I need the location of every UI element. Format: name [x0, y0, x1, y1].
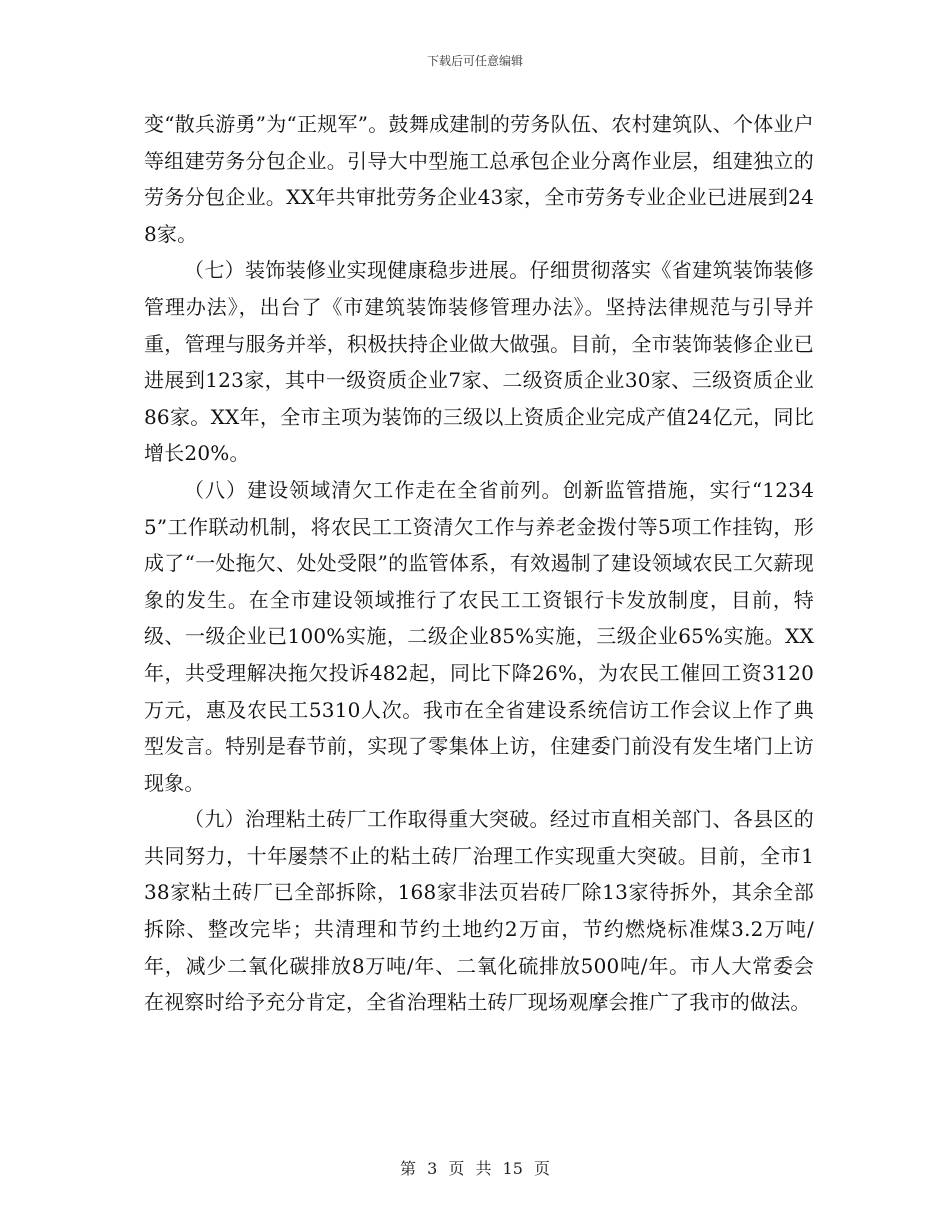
paragraph-labor-subcontract: 变“散兵游勇”为“正规军”。鼓舞成建制的劳务队伍、农村建筑队、个体业户等组建劳务分包企业。引导大中型施工总承包企业分离作业层，组建独立的劳务分包企业。XX年共审批劳务企业43家，全市劳务专业企业已进展到248家。: [144, 112, 814, 246]
paragraph-decoration-industry: （七）装饰装修业实现健康稳步进展。仔细贯彻落实《省建筑装饰装修管理办法》，出台了《市建筑装饰装修管理办法》。坚持法律规范与引导并重，管理与服务并举，积极扶持企业做大做强。目前，全市装饰装修企业已进展到123家，其中一级资质企业7家、二级资质企业30家、三级资质企业86家。XX年，全市主项为装饰的三级以上资质企业完成产值24亿元，同比增长20%。: [144, 258, 814, 466]
page-header-note: 下载后可任意编辑: [426, 54, 523, 68]
paragraph-clay-brick-kilns: （九）治理粘土砖厂工作取得重大突破。经过市直相关部门、各县区的共同努力，十年屡禁不止的粘土砖厂治理工作实现重大突破。目前，全市138家粘土砖厂已全部拆除，168家非法页岩砖厂除13家待拆外，其余全部拆除、整改完毕；共清理和节约土地约2万亩，节约燃烧标准煤3.2万吨/年，减少二氧化碳排放8万吨/年、二氧化硫排放500吨/年。市人大常委会在视察时给予充分肯定，全省治理粘土砖厂现场观摩会推广了我市的做法。: [144, 807, 814, 1015]
page-number: 第 3 页 共 15 页: [400, 1159, 550, 1178]
document-body: [144, 106, 814, 1021]
paragraph-wage-arrears: （八）建设领域清欠工作走在全省前列。创新监管措施，实行“12345”工作联动机制，将农民工工资清欠工作与养老金拨付等5项工作挂钩，形成了“一处拖欠、处处受限”的监管体系，有效遏制了建设领域农民工欠薪现象的发生。在全市建设领域推行了农民工工资银行卡发放制度，目前，特级、一级企业已100%实施，二级企业85%实施，三级企业65%实施。XX年，共受理解决拖欠投诉482起，同比下降26%，为农民工催回工资3120万元，惠及农民工5310人次。我市在全省建设系统信访工作会议上作了典型发言。特别是春节前，实现了零集体上访，住建委门前没有发生堵门上访现象。: [144, 477, 814, 795]
